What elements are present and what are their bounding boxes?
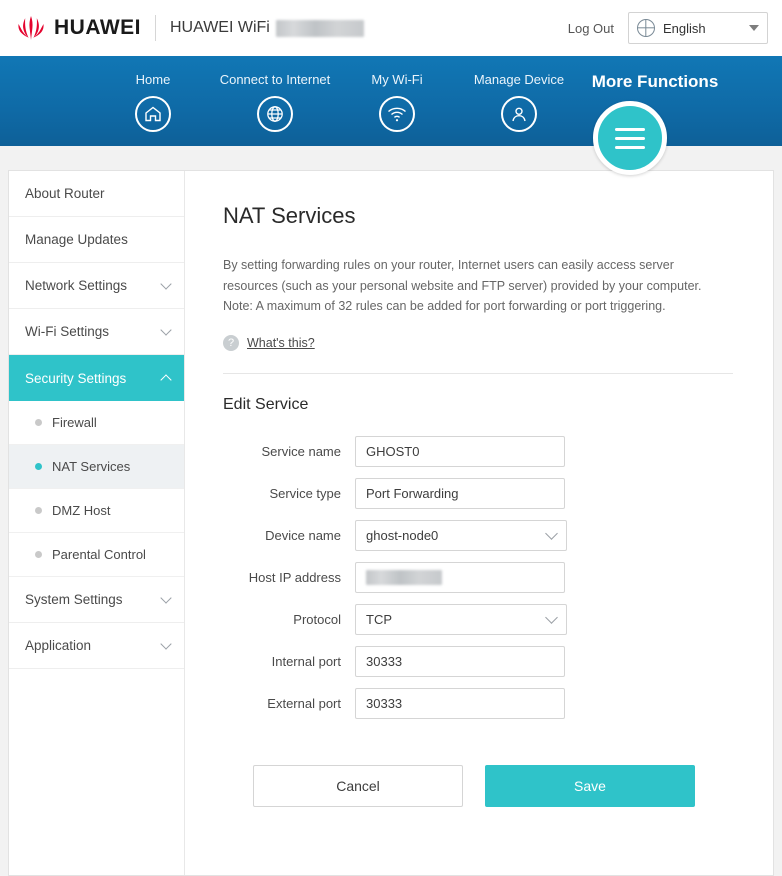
sidebar-subitem-nat-services[interactable] <box>9 445 184 489</box>
label-protocol: Protocol <box>293 611 341 627</box>
brand-label: HUAWEI <box>54 16 141 39</box>
sidebar-item-label: System Settings <box>25 592 123 607</box>
bullet-icon <box>35 551 42 558</box>
sidebar-subitem-label: Parental Control <box>52 547 146 562</box>
globe-icon <box>637 19 655 37</box>
sidebar-subitem-label: DMZ Host <box>52 503 111 518</box>
form-row-host-ip-address <box>223 562 733 593</box>
chevron-down-icon <box>160 638 171 649</box>
nav-item-more-functions[interactable] <box>580 56 730 92</box>
whats-this-row <box>223 335 733 351</box>
content-card <box>8 170 774 876</box>
chevron-down-icon <box>545 611 558 624</box>
sidebar-item-application[interactable] <box>9 623 184 669</box>
router-title-text: HUAWEI WiFi <box>170 19 270 36</box>
globe-icon <box>257 96 293 132</box>
sidebar-item-about-router[interactable] <box>9 171 184 217</box>
sidebar-item-network-settings[interactable] <box>9 263 184 309</box>
host-ip-redacted <box>366 570 442 585</box>
form-row-device-name <box>223 520 733 551</box>
form-actions <box>223 765 733 807</box>
sidebar-item-security-settings[interactable] <box>9 355 184 401</box>
nav-label-home: Home <box>135 72 171 87</box>
nav-label-manage-device: Manage Device <box>473 72 565 87</box>
chevron-down-icon <box>160 278 171 289</box>
language-label: English <box>663 20 706 36</box>
whats-this-link[interactable]: What's this? <box>247 335 315 350</box>
label-device-name: Device name <box>265 527 341 543</box>
cancel-button[interactable]: Cancel <box>253 765 463 807</box>
question-mark-icon: ? <box>223 335 239 351</box>
chevron-down-icon <box>749 25 759 31</box>
nav-item-connect-to-internet[interactable] <box>214 56 336 132</box>
service-name-input[interactable] <box>355 436 565 467</box>
form-row-service-type <box>223 478 733 509</box>
form-row-external-port <box>223 688 733 719</box>
nav-label-more-functions: More Functions <box>591 72 719 91</box>
label-host-ip-address: Host IP address <box>248 569 341 585</box>
home-icon <box>135 96 171 132</box>
sidebar-subitem-firewall[interactable] <box>9 401 184 445</box>
header-divider <box>155 15 156 41</box>
menu-bar-3 <box>615 146 645 149</box>
nav-item-my-wifi[interactable] <box>336 56 458 132</box>
label-service-name: Service name <box>261 443 341 459</box>
nav-item-home[interactable] <box>92 56 214 132</box>
label-service-type: Service type <box>269 485 341 501</box>
sidebar-item-label: Application <box>25 638 92 653</box>
sidebar-subitem-label: Firewall <box>52 415 97 430</box>
sidebar-item-label: Security Settings <box>25 370 127 386</box>
bullet-icon <box>35 463 42 470</box>
device-name-value: ghost-node0 <box>366 527 439 543</box>
chevron-down-icon <box>545 527 558 540</box>
label-internal-port: Internal port <box>271 653 341 669</box>
language-selector[interactable] <box>628 12 768 44</box>
sidebar-item-system-settings[interactable] <box>9 577 184 623</box>
wifi-icon <box>379 96 415 132</box>
sidebar-subitem-label: NAT Services <box>52 459 131 474</box>
bullet-icon <box>35 419 42 426</box>
sidebar-subitem-dmz-host[interactable] <box>9 489 184 533</box>
internal-port-input[interactable] <box>355 646 565 677</box>
page-description: By setting forwarding rules on your router, Internet users can easily access server resources (such as your personal website and FTP server) provided by your computer. Note: A maximum of 32 rules can be added for port forwarding or port triggering. <box>223 258 702 314</box>
header-actions <box>568 12 768 44</box>
service-type-input[interactable] <box>355 478 565 509</box>
nav-label-connect-to-internet: Connect to Internet <box>219 72 331 87</box>
device-name-select[interactable] <box>355 520 567 551</box>
form-row-service-name <box>223 436 733 467</box>
sidebar-item-wifi-settings[interactable] <box>9 309 184 355</box>
main-navigation <box>0 56 782 146</box>
sidebar-item-label: Manage Updates <box>25 232 128 247</box>
menu-bar-2 <box>615 137 645 140</box>
sidebar <box>9 171 185 875</box>
sidebar-item-label: About Router <box>25 186 105 201</box>
menu-icon[interactable] <box>593 101 667 175</box>
section-divider <box>223 373 733 374</box>
chevron-down-icon <box>160 324 171 335</box>
bullet-icon <box>35 507 42 514</box>
sidebar-subitem-parental-control[interactable] <box>9 533 184 577</box>
logout-link[interactable]: Log Out <box>567 20 614 36</box>
sidebar-item-label: Wi-Fi Settings <box>25 324 110 339</box>
user-icon <box>501 96 537 132</box>
top-bar <box>0 0 782 56</box>
main-panel <box>185 171 773 875</box>
huawei-flower-icon <box>16 15 46 41</box>
page-title: NAT Services <box>223 203 356 228</box>
nav-item-manage-device[interactable] <box>458 56 580 132</box>
form-row-internal-port <box>223 646 733 677</box>
chevron-down-icon <box>160 592 171 603</box>
protocol-value: TCP <box>366 611 392 627</box>
nav-label-my-wifi: My Wi-Fi <box>371 72 423 87</box>
section-title-edit-service: Edit Service <box>223 395 309 413</box>
sidebar-item-manage-updates[interactable] <box>9 217 184 263</box>
menu-bar-1 <box>615 128 645 131</box>
page-body <box>0 146 782 876</box>
huawei-logo <box>16 15 141 41</box>
chevron-up-icon <box>160 374 171 385</box>
router-name-redacted <box>276 20 364 37</box>
router-title <box>170 19 364 37</box>
form-row-protocol <box>223 604 733 635</box>
label-external-port: External port <box>267 695 341 711</box>
protocol-select[interactable] <box>355 604 567 635</box>
sidebar-item-label: Network Settings <box>25 278 128 293</box>
external-port-input[interactable] <box>355 688 565 719</box>
host-ip-address-input[interactable] <box>355 562 565 593</box>
save-button[interactable]: Save <box>485 765 695 807</box>
